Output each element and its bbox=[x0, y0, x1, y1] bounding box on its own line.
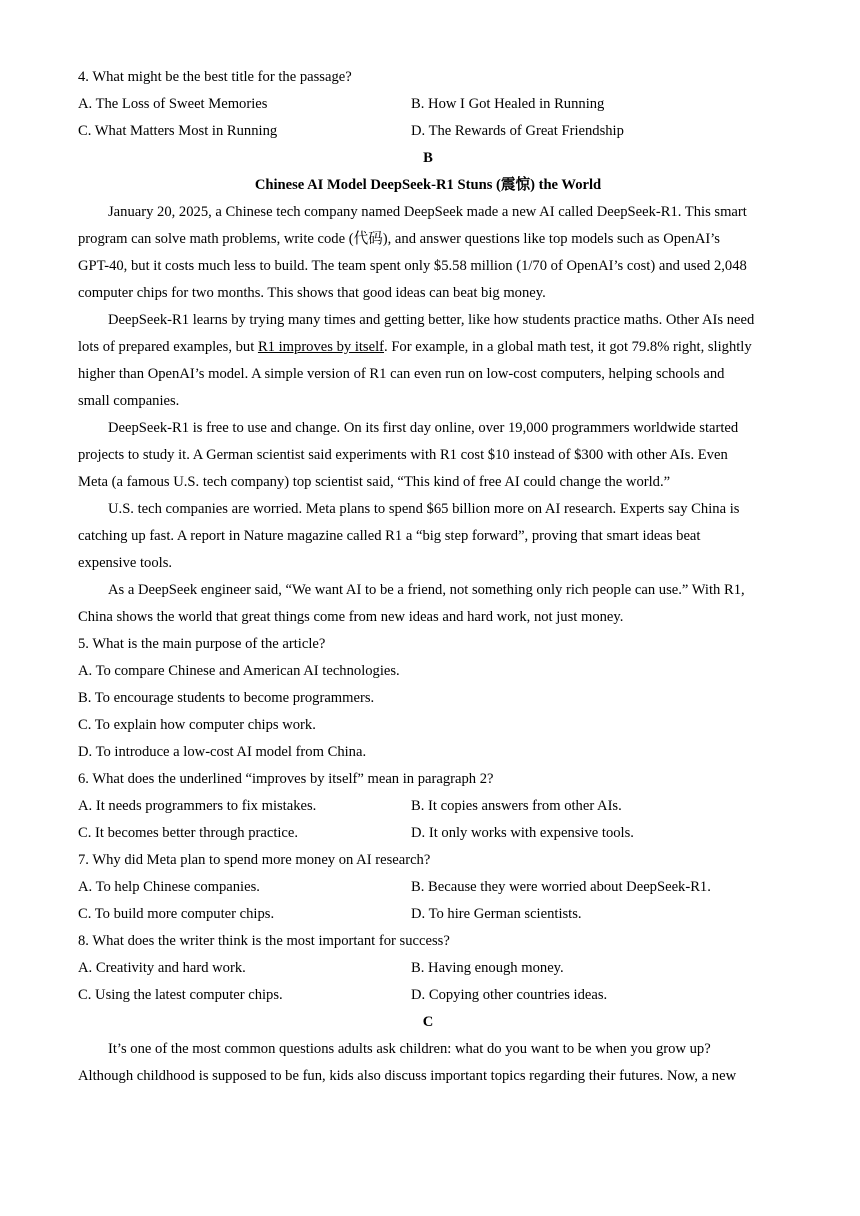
paragraph-2 bbox=[78, 307, 778, 415]
option-b: B. It copies answers from other AIs. bbox=[411, 798, 622, 814]
paragraph-line: program can solve math problems, write code (代码), and answer questions like top models such as OpenAI’s bbox=[78, 231, 720, 247]
question-4-options-row-1 bbox=[78, 91, 778, 118]
paragraph-line: expensive tools. bbox=[78, 555, 173, 571]
paragraph-line: computer chips for two months. This shows that good ideas can beat big money. bbox=[78, 285, 546, 301]
underlined-phrase: R1 improves by itself bbox=[257, 339, 385, 355]
option-b: B. Having enough money. bbox=[411, 960, 564, 976]
paragraph-line bbox=[78, 334, 778, 361]
option-a: A. The Loss of Sweet Memories bbox=[78, 96, 268, 112]
option-d: D. To hire German scientists. bbox=[411, 906, 582, 922]
option-a: A. Creativity and hard work. bbox=[78, 960, 246, 976]
paragraph-4 bbox=[78, 496, 778, 577]
paragraph-line: DeepSeek-R1 is free to use and change. On its first day online, over 19,000 programmers worldwide started bbox=[108, 420, 739, 436]
exam-page bbox=[78, 64, 778, 1090]
paragraph-line: small companies. bbox=[78, 393, 180, 409]
paragraph-line: catching up fast. A report in Nature magazine called R1 a “big step forward”, proving that smart ideas beat bbox=[78, 528, 701, 544]
paragraph-line: Meta (a famous U.S. tech company) top scientist said, “This kind of free AI could change the world.” bbox=[78, 474, 671, 490]
paragraph-line: It’s one of the most common questions adults ask children: what do you want to be when you grow up? bbox=[108, 1041, 711, 1057]
question-8-options-row-2 bbox=[78, 982, 778, 1009]
question-7-options-row-2 bbox=[78, 901, 778, 928]
paragraph-line: January 20, 2025, a Chinese tech company named DeepSeek made a new AI called DeepSeek-R1. This smart bbox=[108, 204, 747, 220]
option-c: C. Using the latest computer chips. bbox=[78, 987, 283, 1003]
option-c: C. To explain how computer chips work. bbox=[78, 717, 316, 733]
option-d: D. It only works with expensive tools. bbox=[411, 825, 634, 841]
paragraph-1 bbox=[78, 199, 778, 307]
text-run: . For example, in a global math test, it got 79.8% right, slightly bbox=[384, 339, 752, 355]
paragraph-line: DeepSeek-R1 learns by trying many times and getting better, like how students practice maths. Other AIs need bbox=[108, 312, 755, 328]
option-b: B. To encourage students to become programmers. bbox=[78, 690, 375, 706]
text-run: lots of prepared examples, but bbox=[78, 339, 258, 355]
question-4-options-row-2 bbox=[78, 118, 778, 145]
option-a: A. To compare Chinese and American AI technologies. bbox=[78, 663, 400, 679]
option-d: D. The Rewards of Great Friendship bbox=[411, 123, 624, 139]
paragraph-line: U.S. tech companies are worried. Meta plans to spend $65 billion more on AI research. Experts say China is bbox=[108, 501, 740, 517]
question-6-options-row-2 bbox=[78, 820, 778, 847]
paragraph-line: China shows the world that great things come from new ideas and hard work, not just money. bbox=[78, 609, 624, 625]
question-8-options-row-1 bbox=[78, 955, 778, 982]
question-4: 4. What might be the best title for the passage? bbox=[78, 69, 352, 85]
option-a: A. It needs programmers to fix mistakes. bbox=[78, 798, 317, 814]
question-6: 6. What does the underlined “improves by itself” mean in paragraph 2? bbox=[78, 771, 494, 787]
section-b-heading: B bbox=[423, 150, 433, 166]
paragraph-line: GPT-40, but it costs much less to build. The team spent only $5.58 million (1/70 of OpenAI’s cost) and used 2,048 bbox=[78, 258, 747, 274]
question-6-options-row-1 bbox=[78, 793, 778, 820]
option-c: C. What Matters Most in Running bbox=[78, 123, 278, 139]
option-c: C. To build more computer chips. bbox=[78, 906, 275, 922]
paragraph-line: projects to study it. A German scientist said experiments with R1 cost $10 instead of $300 with other AIs. Even bbox=[78, 447, 728, 463]
question-7-options-row-1 bbox=[78, 874, 778, 901]
option-a: A. To help Chinese companies. bbox=[78, 879, 260, 895]
paragraph-3 bbox=[78, 415, 778, 496]
question-7: 7. Why did Meta plan to spend more money on AI research? bbox=[78, 852, 431, 868]
option-d: D. To introduce a low-cost AI model from China. bbox=[78, 744, 367, 760]
paragraph-line: Although childhood is supposed to be fun, kids also discuss important topics regarding their futures. Now, a new bbox=[78, 1068, 737, 1084]
paragraph-5 bbox=[78, 577, 778, 631]
paragraph-line: higher than OpenAI’s model. A simple version of R1 can even run on low-cost computers, helping schools and bbox=[78, 366, 725, 382]
option-c: C. It becomes better through practice. bbox=[78, 825, 299, 841]
question-8: 8. What does the writer think is the most important for success? bbox=[78, 933, 450, 949]
section-c-heading: C bbox=[422, 1014, 434, 1030]
paragraph-line: As a DeepSeek engineer said, “We want AI to be a friend, not something only rich people can use.” With R1, bbox=[108, 582, 745, 598]
question-5: 5. What is the main purpose of the article? bbox=[78, 636, 326, 652]
option-d: D. Copying other countries ideas. bbox=[411, 987, 608, 1003]
option-b: B. Because they were worried about DeepSeek-R1. bbox=[411, 879, 711, 895]
section-c-paragraph-1 bbox=[78, 1036, 778, 1090]
passage-title: Chinese AI Model DeepSeek-R1 Stuns (震惊) the World bbox=[254, 177, 602, 193]
option-b: B. How I Got Healed in Running bbox=[411, 96, 605, 112]
